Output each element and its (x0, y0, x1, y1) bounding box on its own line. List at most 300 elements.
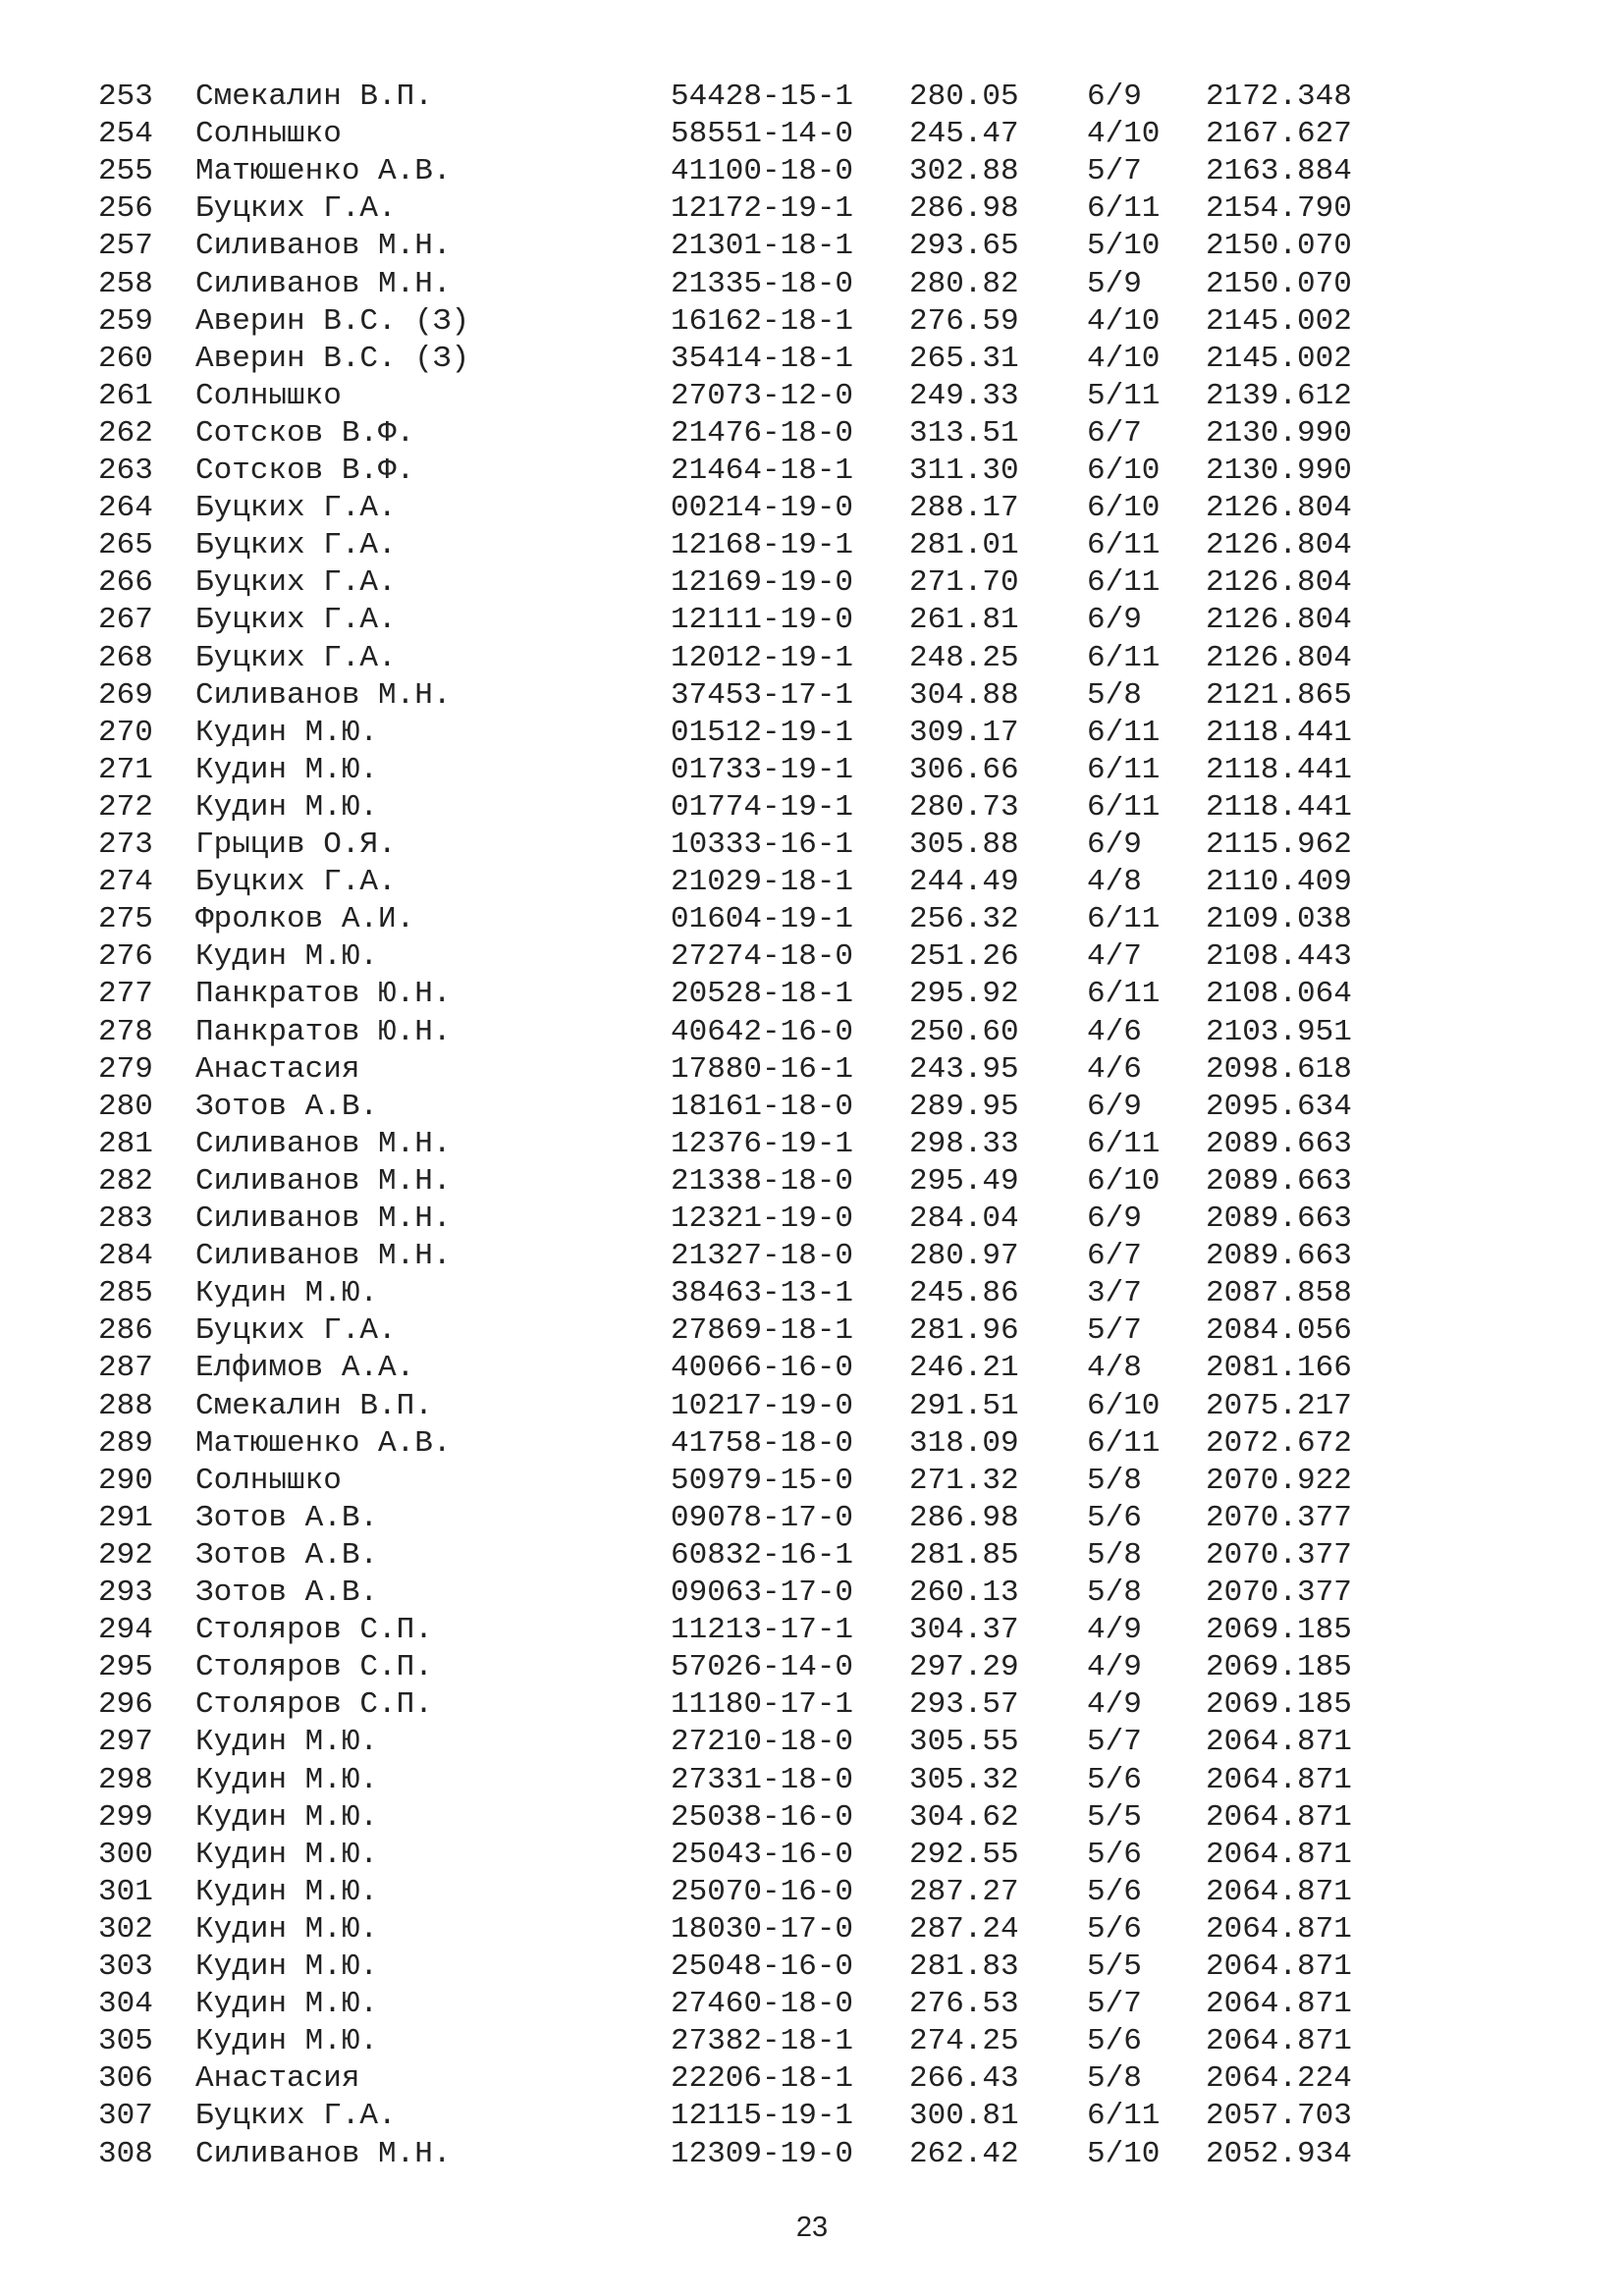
speed-value: 280.82 (909, 266, 1019, 301)
speed-value: 265.31 (909, 341, 1019, 376)
owner-name: Фролков А.И. (195, 902, 415, 937)
speed-value: 271.32 (909, 1463, 1019, 1498)
ratio-value: 6/9 (1087, 603, 1142, 638)
score-value: 2110.409 (1206, 865, 1352, 900)
score-value: 2064.871 (1206, 1837, 1352, 1872)
speed-value: 280.73 (909, 789, 1019, 825)
speed-value: 286.98 (909, 191, 1019, 227)
ratio-value: 5/6 (1087, 1500, 1142, 1535)
owner-name: Анастасия (195, 2061, 360, 2097)
table-row (0, 1986, 1624, 2023)
table-row (0, 153, 1624, 190)
score-value: 2167.627 (1206, 117, 1352, 152)
speed-value: 295.92 (909, 977, 1019, 1012)
row-number: 301 (98, 1874, 153, 1909)
ring-id: 27210-18-0 (671, 1725, 854, 1760)
score-value: 2098.618 (1206, 1051, 1352, 1087)
speed-value: 313.51 (909, 415, 1019, 451)
ratio-value: 5/10 (1087, 2136, 1161, 2171)
row-number: 306 (98, 2061, 153, 2097)
score-value: 2095.634 (1206, 1089, 1352, 1124)
ring-id: 22206-18-1 (671, 2061, 854, 2097)
ring-id: 11180-17-1 (671, 1687, 854, 1723)
ring-id: 25038-16-0 (671, 1799, 854, 1835)
ratio-value: 4/10 (1087, 303, 1161, 339)
ratio-value: 4/9 (1087, 1687, 1142, 1723)
table-row (0, 938, 1624, 976)
speed-value: 305.55 (909, 1725, 1019, 1760)
table-row (0, 1500, 1624, 1537)
table-row (0, 303, 1624, 341)
speed-value: 311.30 (909, 454, 1019, 488)
score-value: 2154.790 (1206, 191, 1352, 227)
row-number: 308 (98, 2136, 153, 2171)
speed-value: 266.43 (909, 2061, 1019, 2097)
row-number: 295 (98, 1650, 153, 1685)
table-row (0, 415, 1624, 453)
ratio-value: 6/11 (1087, 1126, 1161, 1161)
ratio-value: 6/11 (1087, 191, 1161, 227)
score-value: 2145.002 (1206, 303, 1352, 339)
score-value: 2130.990 (1206, 415, 1352, 451)
row-number: 273 (98, 828, 153, 862)
score-value: 2108.064 (1206, 977, 1352, 1012)
owner-name: Панкратов Ю.Н. (195, 977, 452, 1012)
ratio-value: 6/11 (1087, 902, 1161, 937)
owner-name: Буцких Г.А. (195, 603, 397, 638)
ring-id: 41758-18-0 (671, 1425, 854, 1461)
score-value: 2087.858 (1206, 1276, 1352, 1311)
speed-value: 250.60 (909, 1014, 1019, 1049)
ratio-value: 6/7 (1087, 1239, 1142, 1274)
row-number: 286 (98, 1313, 153, 1349)
row-number: 270 (98, 715, 153, 750)
ratio-value: 4/8 (1087, 865, 1142, 900)
row-number: 285 (98, 1276, 153, 1311)
speed-value: 243.95 (909, 1051, 1019, 1087)
score-value: 2064.871 (1206, 1987, 1352, 2022)
table-row (0, 640, 1624, 677)
ring-id: 10217-19-0 (671, 1388, 854, 1423)
row-number: 297 (98, 1725, 153, 1760)
table-row (0, 1201, 1624, 1238)
table-row (0, 490, 1624, 527)
score-value: 2064.871 (1206, 1949, 1352, 1984)
table-row (0, 79, 1624, 116)
owner-name: Буцких Г.А. (195, 1313, 397, 1349)
table-row (0, 564, 1624, 602)
speed-value: 295.49 (909, 1163, 1019, 1199)
speed-value: 245.86 (909, 1276, 1019, 1311)
owner-name: Кудин М.Ю. (195, 939, 379, 975)
speed-value: 249.33 (909, 378, 1019, 413)
ring-id: 20528-18-1 (671, 977, 854, 1012)
owner-name: Кудин М.Ю. (195, 1874, 379, 1909)
ratio-value: 6/10 (1087, 1388, 1161, 1423)
owner-name: Аверин В.С. (З) (195, 341, 470, 376)
row-number: 289 (98, 1425, 153, 1461)
row-number: 254 (98, 117, 153, 152)
row-number: 283 (98, 1201, 153, 1236)
row-number: 299 (98, 1799, 153, 1835)
ring-id: 16162-18-1 (671, 303, 854, 339)
row-number: 265 (98, 528, 153, 563)
owner-name: Сотсков В.Ф. (195, 415, 415, 451)
owner-name: Кудин М.Ю. (195, 1987, 379, 2022)
score-value: 2072.672 (1206, 1425, 1352, 1461)
table-row (0, 752, 1624, 789)
speed-value: 297.29 (909, 1650, 1019, 1685)
score-value: 2064.871 (1206, 1911, 1352, 1947)
ring-id: 41100-18-0 (671, 154, 854, 189)
ring-id: 40642-16-0 (671, 1014, 854, 1049)
table-row (0, 116, 1624, 153)
ratio-value: 5/8 (1087, 1575, 1142, 1610)
row-number: 272 (98, 789, 153, 825)
ring-id: 27331-18-0 (671, 1762, 854, 1797)
row-number: 280 (98, 1089, 153, 1124)
row-number: 293 (98, 1575, 153, 1610)
ratio-value: 4/6 (1087, 1014, 1142, 1049)
score-value: 2103.951 (1206, 1014, 1352, 1049)
ratio-value: 5/6 (1087, 1911, 1142, 1947)
speed-value: 305.32 (909, 1762, 1019, 1797)
score-value: 2069.185 (1206, 1613, 1352, 1648)
ratio-value: 6/11 (1087, 715, 1161, 750)
row-number: 300 (98, 1837, 153, 1872)
speed-value: 284.04 (909, 1201, 1019, 1236)
speed-value: 291.51 (909, 1388, 1019, 1423)
table-row (0, 1575, 1624, 1612)
table-row (0, 1089, 1624, 1126)
row-number: 294 (98, 1613, 153, 1648)
speed-value: 276.53 (909, 1987, 1019, 2022)
speed-value: 260.13 (909, 1575, 1019, 1610)
table-row (0, 1425, 1624, 1463)
ratio-value: 6/11 (1087, 2099, 1161, 2134)
ring-id: 09078-17-0 (671, 1500, 854, 1535)
owner-name: Столяров С.П. (195, 1650, 433, 1685)
owner-name: Зотов А.В. (195, 1537, 379, 1573)
speed-value: 281.85 (909, 1537, 1019, 1573)
owner-name: Матюшенко А.В. (195, 1425, 452, 1461)
ring-id: 40066-16-0 (671, 1351, 854, 1386)
speed-value: 280.97 (909, 1239, 1019, 1274)
table-row (0, 901, 1624, 938)
speed-value: 287.24 (909, 1911, 1019, 1947)
row-number: 255 (98, 154, 153, 189)
score-value: 2089.663 (1206, 1163, 1352, 1199)
owner-name: Силиванов М.Н. (195, 1126, 452, 1161)
table-row (0, 1649, 1624, 1686)
owner-name: Сотсков В.Ф. (195, 454, 415, 488)
ratio-value: 4/6 (1087, 1051, 1142, 1087)
ring-id: 25043-16-0 (671, 1837, 854, 1872)
score-value: 2089.663 (1206, 1126, 1352, 1161)
score-value: 2126.804 (1206, 603, 1352, 638)
ratio-value: 4/9 (1087, 1613, 1142, 1648)
speed-value: 318.09 (909, 1425, 1019, 1461)
owner-name: Зотов А.В. (195, 1089, 379, 1124)
row-number: 261 (98, 378, 153, 413)
ring-id: 12376-19-1 (671, 1126, 854, 1161)
ratio-value: 5/8 (1087, 1537, 1142, 1573)
ratio-value: 5/6 (1087, 1874, 1142, 1909)
ring-id: 54428-15-1 (671, 80, 854, 114)
ring-id: 12172-19-1 (671, 191, 854, 227)
row-number: 266 (98, 565, 153, 601)
row-number: 291 (98, 1500, 153, 1535)
owner-name: Солнышко (195, 378, 342, 413)
ring-id: 27869-18-1 (671, 1313, 854, 1349)
score-value: 2064.871 (1206, 1799, 1352, 1835)
speed-value: 306.66 (909, 752, 1019, 787)
table-row (0, 976, 1624, 1013)
ratio-value: 6/10 (1087, 1163, 1161, 1199)
ratio-value: 6/11 (1087, 789, 1161, 825)
speed-value: 244.49 (909, 865, 1019, 900)
ring-id: 12115-19-1 (671, 2099, 854, 2134)
ratio-value: 5/7 (1087, 1313, 1142, 1349)
owner-name: Елфимов А.А. (195, 1351, 415, 1386)
ring-id: 37453-17-1 (671, 677, 854, 713)
owner-name: Буцких Г.А. (195, 2099, 397, 2134)
table-row (0, 341, 1624, 378)
ratio-value: 6/9 (1087, 80, 1142, 114)
score-value: 2064.224 (1206, 2061, 1352, 2097)
owner-name: Кудин М.Ю. (195, 1799, 379, 1835)
table-row (0, 2098, 1624, 2135)
score-value: 2109.038 (1206, 902, 1352, 937)
owner-name: Аверин В.С. (З) (195, 303, 470, 339)
score-value: 2139.612 (1206, 378, 1352, 413)
ring-id: 35414-18-1 (671, 341, 854, 376)
table-row (0, 1163, 1624, 1201)
ratio-value: 5/7 (1087, 1725, 1142, 1760)
owner-name: Кудин М.Ю. (195, 1725, 379, 1760)
speed-value: 288.17 (909, 491, 1019, 526)
table-row (0, 1612, 1624, 1649)
row-number: 259 (98, 303, 153, 339)
row-number: 288 (98, 1388, 153, 1423)
table-row (0, 1388, 1624, 1425)
ring-id: 21476-18-0 (671, 415, 854, 451)
owner-name: Буцких Г.А. (195, 640, 397, 675)
score-value: 2070.377 (1206, 1537, 1352, 1573)
speed-value: 281.96 (909, 1313, 1019, 1349)
ring-id: 12321-19-0 (671, 1201, 854, 1236)
score-value: 2118.441 (1206, 715, 1352, 750)
table-row (0, 602, 1624, 639)
ring-id: 38463-13-1 (671, 1276, 854, 1311)
ring-id: 27274-18-0 (671, 939, 854, 975)
row-number: 262 (98, 415, 153, 451)
row-number: 292 (98, 1537, 153, 1573)
ring-id: 21029-18-1 (671, 865, 854, 900)
row-number: 257 (98, 229, 153, 264)
speed-value: 305.88 (909, 828, 1019, 862)
ring-id: 18030-17-0 (671, 1911, 854, 1947)
table-row (0, 677, 1624, 715)
row-number: 258 (98, 266, 153, 301)
row-number: 290 (98, 1463, 153, 1498)
ring-id: 21464-18-1 (671, 454, 854, 488)
table-row (0, 1126, 1624, 1163)
owner-name: Кудин М.Ю. (195, 1276, 379, 1311)
ratio-value: 4/10 (1087, 117, 1161, 152)
row-number: 284 (98, 1239, 153, 1274)
owner-name: Силиванов М.Н. (195, 1201, 452, 1236)
row-number: 305 (98, 2024, 153, 2059)
owner-name: Солнышко (195, 117, 342, 152)
ratio-value: 4/7 (1087, 939, 1142, 975)
owner-name: Смекалин В.П. (195, 80, 433, 114)
speed-value: 287.27 (909, 1874, 1019, 1909)
ring-id: 12012-19-1 (671, 640, 854, 675)
ring-id: 01733-19-1 (671, 752, 854, 787)
score-value: 2118.441 (1206, 752, 1352, 787)
ratio-value: 5/5 (1087, 1949, 1142, 1984)
ratio-value: 6/10 (1087, 454, 1161, 488)
score-value: 2126.804 (1206, 565, 1352, 601)
ring-id: 12168-19-1 (671, 528, 854, 563)
row-number: 303 (98, 1949, 153, 1984)
score-value: 2064.871 (1206, 2024, 1352, 2059)
ratio-value: 6/11 (1087, 640, 1161, 675)
table-row (0, 1350, 1624, 1387)
owner-name: Столяров С.П. (195, 1613, 433, 1648)
speed-value: 276.59 (909, 303, 1019, 339)
row-number: 275 (98, 902, 153, 937)
row-number: 263 (98, 454, 153, 488)
score-value: 2081.166 (1206, 1351, 1352, 1386)
table-row (0, 1051, 1624, 1089)
ratio-value: 6/9 (1087, 1089, 1142, 1124)
score-value: 2069.185 (1206, 1687, 1352, 1723)
owner-name: Кудин М.Ю. (195, 1837, 379, 1872)
ratio-value: 3/7 (1087, 1276, 1142, 1311)
row-number: 260 (98, 341, 153, 376)
page-number: 23 (795, 2212, 829, 2243)
owner-name: Солнышко (195, 1463, 342, 1498)
score-value: 2126.804 (1206, 640, 1352, 675)
owner-name: Силиванов М.Н. (195, 2136, 452, 2171)
ratio-value: 6/9 (1087, 1201, 1142, 1236)
row-number: 279 (98, 1051, 153, 1087)
row-number: 298 (98, 1762, 153, 1797)
owner-name: Кудин М.Ю. (195, 2024, 379, 2059)
speed-value: 281.01 (909, 528, 1019, 563)
table-row (0, 1537, 1624, 1575)
table-row (0, 1312, 1624, 1350)
table-row (0, 1874, 1624, 1911)
row-number: 256 (98, 191, 153, 227)
speed-value: 245.47 (909, 117, 1019, 152)
table-row (0, 2136, 1624, 2173)
row-number: 282 (98, 1163, 153, 1199)
score-value: 2070.377 (1206, 1575, 1352, 1610)
speed-value: 309.17 (909, 715, 1019, 750)
ratio-value: 4/10 (1087, 341, 1161, 376)
speed-value: 289.95 (909, 1089, 1019, 1124)
speed-value: 274.25 (909, 2024, 1019, 2059)
ring-id: 09063-17-0 (671, 1575, 854, 1610)
row-number: 264 (98, 491, 153, 526)
row-number: 271 (98, 752, 153, 787)
score-value: 2089.663 (1206, 1239, 1352, 1274)
speed-value: 280.05 (909, 80, 1019, 114)
score-value: 2163.884 (1206, 154, 1352, 189)
row-number: 274 (98, 865, 153, 900)
ratio-value: 6/9 (1087, 828, 1142, 862)
score-value: 2115.962 (1206, 828, 1352, 862)
ring-id: 01774-19-1 (671, 789, 854, 825)
ring-id: 21327-18-0 (671, 1239, 854, 1274)
owner-name: Силиванов М.Н. (195, 1239, 452, 1274)
score-value: 2150.070 (1206, 229, 1352, 264)
ring-id: 60832-16-1 (671, 1537, 854, 1573)
row-number: 269 (98, 677, 153, 713)
ratio-value: 5/7 (1087, 1987, 1142, 2022)
ratio-value: 5/5 (1087, 1799, 1142, 1835)
ratio-value: 5/9 (1087, 266, 1142, 301)
score-value: 2064.871 (1206, 1874, 1352, 1909)
ratio-value: 5/8 (1087, 1463, 1142, 1498)
ratio-value: 5/8 (1087, 677, 1142, 713)
ratio-value: 5/6 (1087, 1762, 1142, 1797)
ratio-value: 4/8 (1087, 1351, 1142, 1386)
score-value: 2069.185 (1206, 1650, 1352, 1685)
table-row (0, 715, 1624, 752)
row-number: 287 (98, 1351, 153, 1386)
ring-id: 27460-18-0 (671, 1987, 854, 2022)
row-number: 296 (98, 1687, 153, 1723)
ring-id: 21335-18-0 (671, 266, 854, 301)
ratio-value: 5/10 (1087, 229, 1161, 264)
table-row (0, 1724, 1624, 1761)
ring-id: 25070-16-0 (671, 1874, 854, 1909)
table-row (0, 527, 1624, 564)
score-value: 2150.070 (1206, 266, 1352, 301)
score-value: 2130.990 (1206, 454, 1352, 488)
ratio-value: 5/8 (1087, 2061, 1142, 2097)
owner-name: Зотов А.В. (195, 1500, 379, 1535)
speed-value: 286.98 (909, 1500, 1019, 1535)
owner-name: Панкратов Ю.Н. (195, 1014, 452, 1049)
owner-name: Столяров С.П. (195, 1687, 433, 1723)
owner-name: Зотов А.В. (195, 1575, 379, 1610)
owner-name: Буцких Г.А. (195, 491, 397, 526)
owner-name: Кудин М.Ю. (195, 1949, 379, 1984)
table-row (0, 1463, 1624, 1500)
row-number: 253 (98, 80, 153, 114)
table-row (0, 453, 1624, 490)
ring-id: 50979-15-0 (671, 1463, 854, 1498)
score-value: 2052.934 (1206, 2136, 1352, 2171)
ratio-value: 5/6 (1087, 1837, 1142, 1872)
ring-id: 00214-19-0 (671, 491, 854, 526)
table-row (0, 190, 1624, 228)
speed-value: 304.37 (909, 1613, 1019, 1648)
ring-id: 57026-14-0 (671, 1650, 854, 1685)
owner-name: Кудин М.Ю. (195, 789, 379, 825)
owner-name: Кудин М.Ю. (195, 1762, 379, 1797)
ring-id: 12309-19-0 (671, 2136, 854, 2171)
score-value: 2070.922 (1206, 1463, 1352, 1498)
score-value: 2064.871 (1206, 1725, 1352, 1760)
owner-name: Кудин М.Ю. (195, 1911, 379, 1947)
ratio-value: 5/11 (1087, 378, 1161, 413)
